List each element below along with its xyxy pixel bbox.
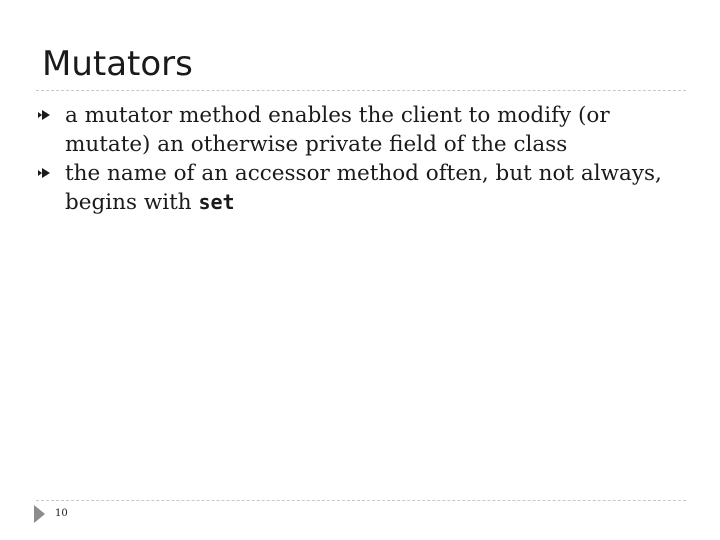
arrowhead-bullet-icon [42, 168, 50, 178]
title-divider [36, 90, 686, 91]
slide-number: 10 [55, 508, 68, 519]
bullet-item [42, 159, 682, 217]
bullet-text: a mutator method enables the client to modify (or mutate) an otherwise private field of the class [65, 103, 610, 157]
bullet-text: the name of an accessor method often, but not always, begins with [65, 161, 662, 215]
slide-title: Mutators [42, 44, 193, 84]
bullet-item [42, 101, 682, 159]
bullet-code: set [198, 190, 235, 214]
bullet-list [42, 101, 682, 217]
footer-divider [36, 500, 686, 501]
arrowhead-bullet-icon [42, 110, 50, 120]
triangle-marker-icon [34, 505, 45, 523]
